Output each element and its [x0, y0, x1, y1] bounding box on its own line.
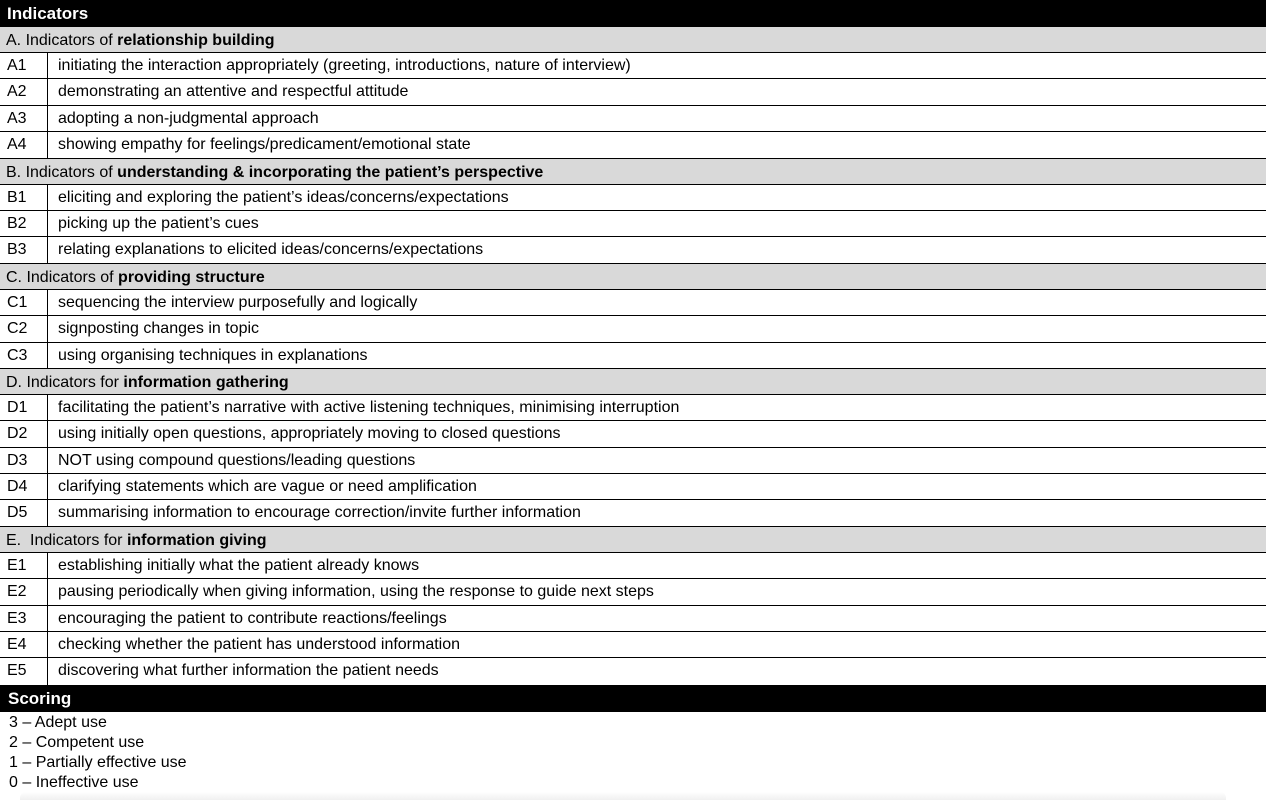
section-header: [0, 159, 1266, 185]
section-emphasis: relationship building: [117, 32, 275, 49]
indicator-row: [0, 632, 1266, 658]
indicator-code: E5: [0, 658, 48, 684]
indicator-code: E2: [0, 579, 48, 604]
scoring-title: Scoring: [0, 685, 1266, 712]
indicator-row: [0, 474, 1266, 500]
section-emphasis: information giving: [126, 531, 267, 549]
indicator-row: [0, 500, 1266, 526]
indicators-title: Indicators: [0, 0, 1266, 27]
indicator-row: [0, 395, 1266, 421]
indicator-code: D2: [0, 421, 48, 446]
indicator-row: [0, 185, 1266, 211]
section-emphasis: providing structure: [118, 268, 265, 286]
indicator-row: [0, 606, 1266, 632]
indicator-description: adopting a non-judgmental approach: [58, 109, 319, 127]
section-prefix: C. Indicators of: [6, 268, 119, 286]
indicator-row: [0, 53, 1266, 79]
section-prefix: B. Indicators of: [6, 163, 118, 181]
indicator-code: A3: [0, 106, 48, 131]
indicator-code: C1: [0, 290, 48, 315]
indicator-description: facilitating the patient’s narrative with active listening techniques, minimising interruption: [58, 398, 680, 416]
indicator-code: E4: [0, 632, 48, 657]
indicator-sections: [0, 27, 1266, 685]
indicator-row: [0, 237, 1266, 263]
indicator-description: pausing periodically when giving information, using the response to guide next steps: [58, 583, 654, 601]
indicator-description: using organising techniques in explanations: [58, 346, 368, 364]
indicator-code: A2: [0, 79, 48, 104]
indicator-description: picking up the patient’s cues: [58, 214, 259, 232]
indicator-code: C2: [0, 316, 48, 341]
section-header: [0, 369, 1266, 395]
indicator-description: NOT using compound questions/leading questions: [58, 451, 416, 469]
indicator-code: B2: [0, 211, 48, 236]
indicator-row: [0, 658, 1266, 684]
indicator-description: summarising information to encourage correction/invite further information: [58, 504, 581, 522]
indicator-description: showing empathy for feelings/predicament/emotional state: [58, 136, 471, 154]
scoring-list: [0, 712, 1266, 793]
page-edge-shadow: [20, 792, 1226, 800]
section-header: [0, 527, 1266, 553]
indicator-description: checking whether the patient has understood information: [58, 636, 461, 654]
indicator-code: C3: [0, 343, 48, 368]
score-level: 2 – Competent use: [9, 733, 145, 751]
indicator-code: E3: [0, 606, 48, 631]
indicator-code: E1: [0, 553, 48, 578]
indicator-description: relating explanations to elicited ideas/concerns/expectations: [58, 241, 484, 259]
indicator-description: encouraging the patient to contribute reactions/feelings: [58, 609, 447, 627]
indicator-row: [0, 211, 1266, 237]
indicator-row: [0, 579, 1266, 605]
indicator-row: [0, 421, 1266, 447]
indicator-description: eliciting and exploring the patient’s ideas/concerns/expectations: [58, 188, 509, 206]
indicator-description: using initially open questions, appropriately moving to closed questions: [58, 425, 561, 443]
indicator-description: signposting changes in topic: [58, 320, 260, 338]
indicator-code: B3: [0, 237, 48, 262]
indicator-description: establishing initially what the patient already knows: [58, 556, 420, 574]
indicator-description: sequencing the interview purposefully and logically: [58, 293, 418, 311]
score-level: 3 – Adept use: [9, 713, 107, 731]
section-prefix: D. Indicators for: [6, 373, 124, 391]
section-header: [0, 264, 1266, 290]
indicator-row: [0, 132, 1266, 158]
indicator-description: initiating the interaction appropriately (greeting, introductions, nature of interview): [58, 57, 631, 74]
section-emphasis: information gathering: [123, 373, 289, 391]
section-emphasis: understanding & incorporating the patient’s perspective: [117, 163, 544, 181]
indicator-code: D5: [0, 500, 48, 525]
indicator-description: discovering what further information the patient needs: [58, 662, 439, 680]
section-prefix: A. Indicators of: [6, 32, 118, 49]
score-level: 0 – Ineffective use: [9, 773, 139, 791]
indicator-code: D3: [0, 448, 48, 473]
indicator-description: clarifying statements which are vague or need amplification: [58, 478, 477, 496]
indicator-row: [0, 448, 1266, 474]
indicator-code: A4: [0, 132, 48, 157]
indicator-code: D1: [0, 395, 48, 420]
indicator-row: [0, 290, 1266, 316]
indicator-code: B1: [0, 185, 48, 210]
section-header: [0, 27, 1266, 53]
indicator-row: [0, 553, 1266, 579]
score-level: 1 – Partially effective use: [9, 753, 187, 771]
indicator-row: [0, 316, 1266, 342]
indicator-code: A1: [0, 53, 48, 78]
indicator-row: [0, 343, 1266, 369]
indicator-description: demonstrating an attentive and respectful attitude: [58, 83, 409, 101]
indicator-code: D4: [0, 474, 48, 499]
indicator-row: [0, 106, 1266, 132]
indicator-row: [0, 79, 1266, 105]
section-prefix: E. Indicators for: [6, 531, 127, 549]
